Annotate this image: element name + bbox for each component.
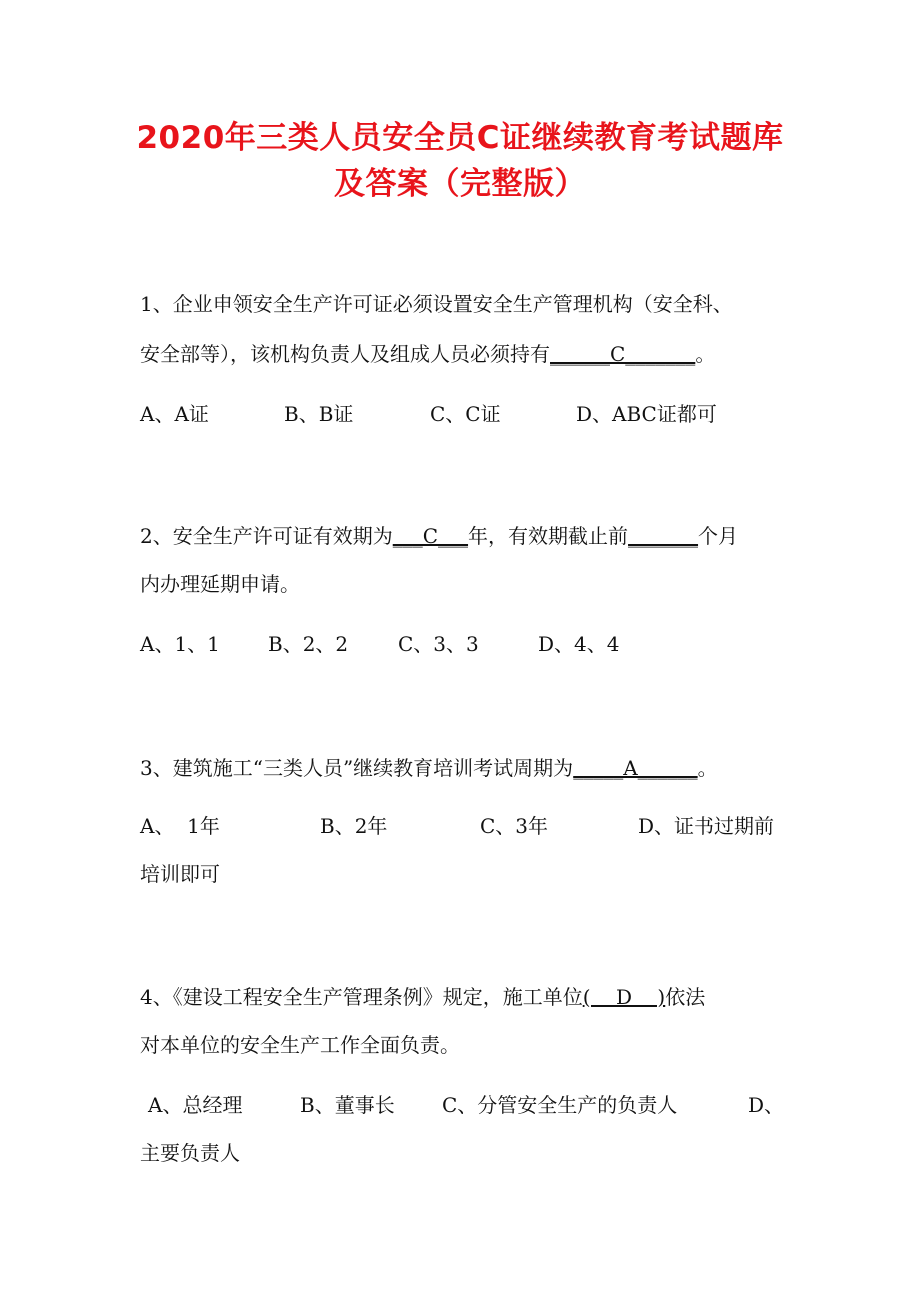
question-3-option-d-continued: 培训即可 <box>140 862 220 886</box>
question-4-option-c: C、分管安全生产的负责人 <box>442 1093 678 1117</box>
question-4-stem-line-2: 对本单位的安全生产工作全面负责。 <box>140 1033 460 1057</box>
document-title-line-1: 2020年三类人员安全员C证继续教育考试题库 <box>136 120 784 156</box>
question-3-option-b: B、2年 <box>320 814 388 838</box>
question-2-stem-line-1 <box>140 522 738 550</box>
question-4-option-a: A、总经理 <box>148 1093 243 1117</box>
document-title-line-2: 及答案（完整版） <box>334 166 586 202</box>
question-1-option-a: A、A证 <box>140 402 209 426</box>
question-3-option-d: D、证书过期前 <box>638 814 775 838</box>
question-4-option-b: B、董事长 <box>300 1093 395 1117</box>
question-2-option-b: B、2、2 <box>268 632 349 656</box>
question-1-option-c: C、C证 <box>430 402 501 426</box>
question-2-option-a: A、1、1 <box>140 632 220 656</box>
question-1-stem-line-1: 1、企业申领安全生产许可证必须设置安全生产管理机构（安全科、 <box>140 292 733 316</box>
question-3-option-a: A、 1年 <box>140 814 220 838</box>
question-2-option-c: C、3、3 <box>398 632 479 656</box>
question-4-stem-line-1 <box>140 983 705 1011</box>
question-1-stem-end: 。 <box>695 342 716 366</box>
question-3-answer-blank: _____A______ <box>573 756 698 780</box>
question-1-option-b: B、B证 <box>284 402 354 426</box>
question-1-stem-line-2 <box>140 340 715 368</box>
question-4-option-d-continued: 主要负责人 <box>140 1141 240 1165</box>
question-2-option-d: D、4、4 <box>538 632 620 656</box>
question-4-stem-text: 4、《建设工程安全生产管理条例》规定，施工单位 <box>140 985 583 1009</box>
question-2-stem-line-2: 内办理延期申请。 <box>140 572 300 596</box>
question-1-stem-text: 安全部等），该机构负责人及组成人员必须持有 <box>140 342 550 366</box>
question-1-option-d: D、ABC证都可 <box>576 402 717 426</box>
question-2-stem-end: 个月 <box>698 524 739 548</box>
question-4-answer-blank: ( D ) <box>582 985 666 1009</box>
question-4-option-d: D、 <box>748 1093 785 1117</box>
question-1-answer-blank: ______C_______ <box>550 342 696 366</box>
question-2-stem-middle: 年，有效期截止前 <box>468 524 629 548</box>
question-3-stem-text: 3、建筑施工“三类人员”继续教育培训考试周期为 <box>140 756 574 780</box>
question-3-stem-end: 。 <box>697 756 718 780</box>
question-3-option-c: C、3年 <box>480 814 549 838</box>
question-2-second-blank: _______ <box>628 524 699 548</box>
question-2-stem-text: 2、安全生产许可证有效期为 <box>140 524 393 548</box>
question-4-stem-end: 依法 <box>665 985 706 1009</box>
question-3-stem <box>140 754 718 782</box>
question-2-answer-blank: ___C___ <box>392 524 469 548</box>
